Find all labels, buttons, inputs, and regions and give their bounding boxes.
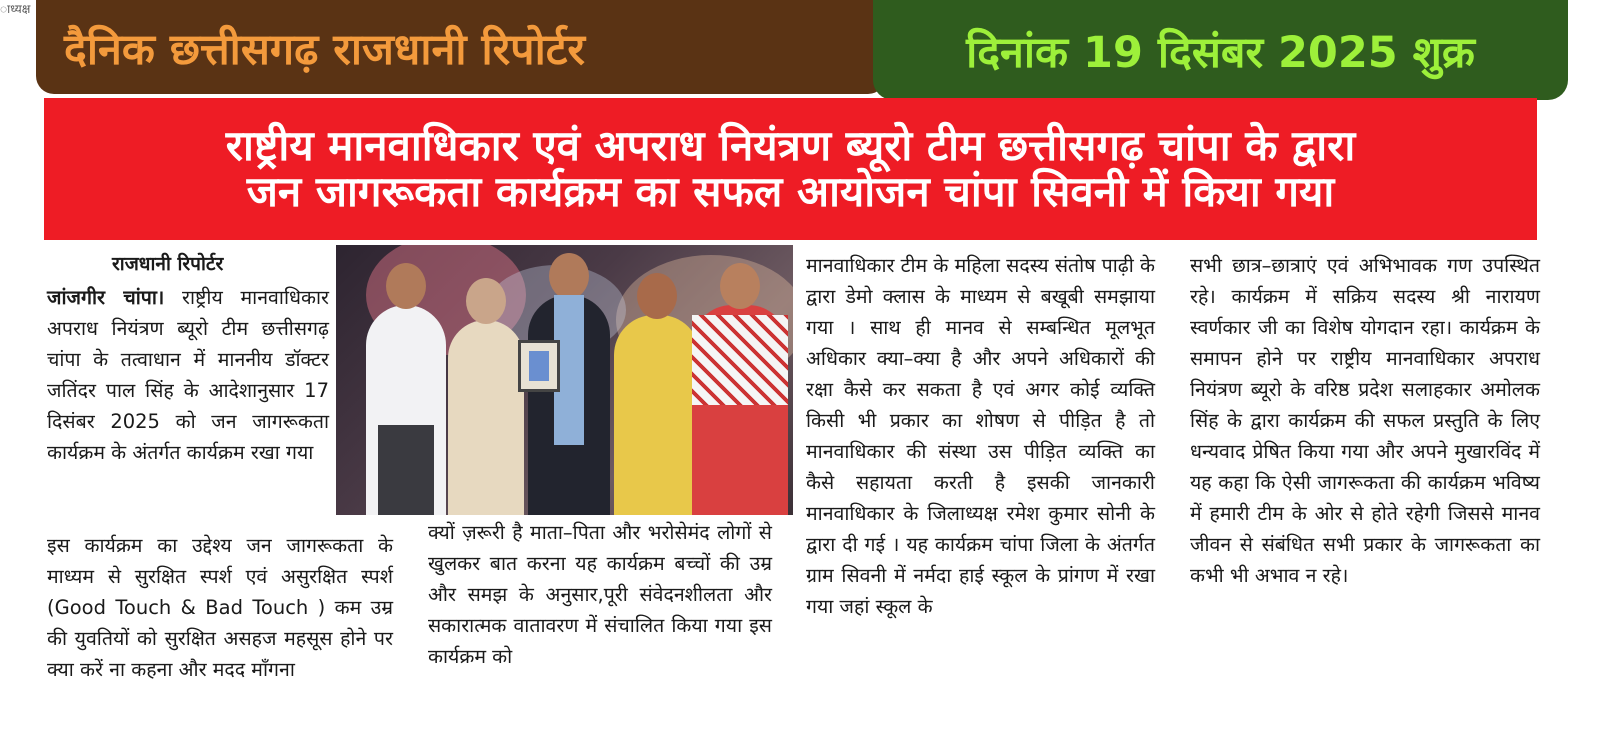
person-figure [692, 305, 788, 515]
headline-banner [44, 98, 1537, 240]
date-text: दिनांक 19 दिसंबर 2025 शुक्र [966, 27, 1475, 78]
article-paragraph: मानवाधिकार टीम के महिला सदस्य संतोष पाढ़ी के द्वारा डेमो क्लास के माध्यम से बखूबी समझाया गया । साथ ही मानव से सम्बन्धित मूलभूत अधिकार क्या–क्या है और अपने अधिकारों की रक्षा कैसे कर सकता है एवं अगर कोई व्यक्ति किसी भी प्रकार का शोषण से पीड़ित है तो मानवाधिकार की संस्था उस पीड़ित व्यक्ति का कैसे सहायता करती है इसकी जानकारी मानवाधिकार के जिलाध्यक्ष रमेश कुमार सोनी के द्वारा दी गई । यह कार्यक्रम चांपा जिला के अंतर्गत ग्राम सिवनी में नर्मदा हाई स्कूल के प्रांगण में रखा गया जहां स्कूल के [806, 254, 1155, 618]
article-column-2 [428, 517, 772, 672]
article-paragraph [47, 282, 329, 468]
article-paragraph: क्यों ज़रूरी है माता–पिता और भरोसेमंद लोगों से खुलकर बात करना यह कार्यक्रम बच्चों की उम्र और समझ के अनुसार,पूरी संवेदनशीलता और सकारात्मक वातावरण में संचालित किया गया इस कार्यक्रम को [428, 521, 772, 668]
person-figure [448, 320, 524, 515]
article-text: राष्ट्रीय मानवाधिकार अपराध नियंत्रण ब्यूरो टीम छत्तीसगढ़ चांपा के तत्वाधान में माननीय डॉक्टर जतिंदर पाल सिंह के आदेशानुसार 17 दिसंबर 2025 को जन जागरूकता कार्यक्रम के अंतर्गत कार्यक्रम रखा गया [47, 286, 329, 464]
article-column-3 [806, 250, 1155, 622]
dateline: जांजगीर चांपा। [47, 286, 165, 309]
corner-fragment-text: ाध्यक्ष [0, 2, 31, 16]
newspaper-masthead [36, 0, 886, 94]
article-column-1-bottom [47, 530, 393, 685]
article-column-4 [1190, 250, 1540, 591]
article-paragraph: सभी छात्र–छात्राएं एवं अभिभावक गण उपस्थित रहे। कार्यक्रम में सक्रिय सदस्य श्री नारायण स्वर्णकार जी का विशेष योगदान रहा। कार्यक्रम के समापन होने पर राष्ट्रीय मानवाधिकार अपराध नियंत्रण ब्यूरो के वरिष्ठ प्रदेश सलाहकार अमोलक सिंह के द्वारा कार्यक्रम की सफल प्रस्तुति के लिए धन्यवाद प्रेषित किया गया और अपने मुखारविंद में यह कहा कि ऐसी जागरूकता की कार्यक्रम भविष्य में हमारी टीम के ओर से होते रहेगी जिससे मानव जीवन से संबंधित सभी प्रकार के जागरूकता का कभी भी अभाव न रहे। [1190, 254, 1540, 587]
headline-line-1: राष्ट्रीय मानवाधिकार एवं अपराध नियंत्रण ब्यूरो टीम छत्तीसगढ़ चांपा के द्वारा [225, 120, 1356, 170]
byline: राजधानी रिपोर्टर [112, 253, 224, 275]
person-figure [614, 315, 700, 515]
event-photo [336, 245, 793, 515]
newspaper-title: दैनिक छत्तीसगढ़ राजधानी रिपोर्टर [64, 24, 586, 75]
person-figure [528, 295, 610, 515]
date-banner [873, 0, 1568, 100]
article-column-1-top [47, 282, 329, 468]
person-figure [366, 305, 446, 515]
headline-line-2: जन जागरूकता कार्यक्रम का सफल आयोजन चांपा सिवनी में किया गया [246, 167, 1335, 216]
article-paragraph: इस कार्यक्रम का उद्देश्य जन जागरूकता के माध्यम से सुरक्षित स्पर्श एवं असुरक्षित स्पर्श (Good Touch & Bad Touch ) कम उम्र की युवतियों को सुरक्षित असहज महसूस होने पर क्या करें ना कहना और मदद माँगना [47, 534, 393, 681]
award-plaque [518, 340, 560, 392]
